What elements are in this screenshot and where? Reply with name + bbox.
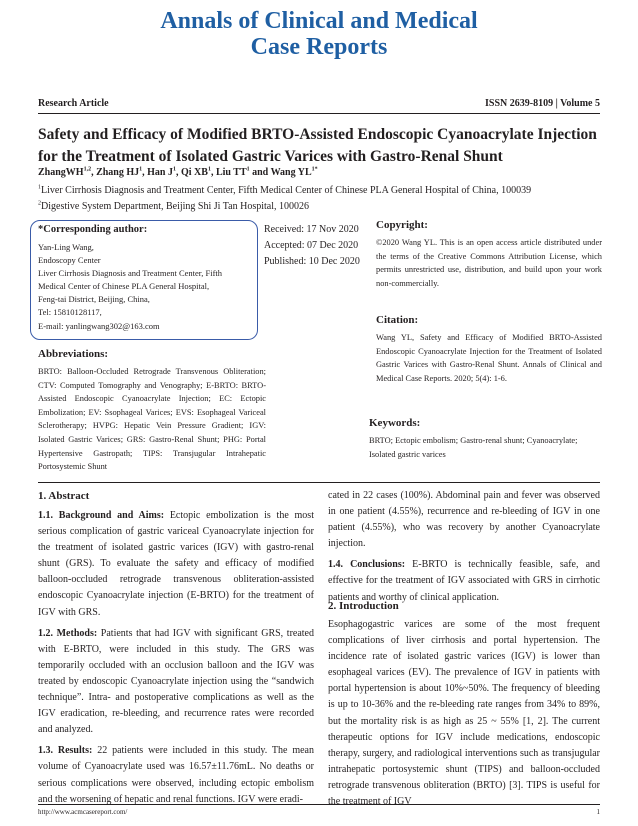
affiliation-1-marker: 1 [38, 184, 41, 191]
affiliation-2-text: Digestive System Department, Beijing Shi Ji Tan Hospital, 100026 [41, 201, 309, 212]
author-affiliation-marker: 1,2 [83, 166, 92, 173]
section-rule [38, 482, 600, 483]
background-text: Ectopic embolization is the most serious complication of gastric variceal Cyanoacrylate injection for the treatment of isolated gastric varices (IGV) with gastro-renal shunt (GRS). To evaluate the safety and efficacy of modified balloon-occluded retrograde transvenous obliteration-assisted endoscopic Cyanoacrylate injection (E-BRTO) for the treatment of IGV with GRS. [38, 510, 314, 618]
copyright-heading: Copyright: [376, 219, 428, 231]
affiliation-1 [38, 185, 531, 196]
page-number: 1 [596, 808, 600, 816]
date-published: Published: 10 Dec 2020 [264, 256, 360, 267]
article-type: Research Article [38, 98, 109, 109]
abstract-results [38, 743, 314, 807]
introduction-text: Esophagogastric varices are some of the most frequent complications of liver cirrhosis and portal hypertension. The incidence rate of isolated gastric varices (IGV) is lower than esophageal varices (EV). The prevalence of IGV in patients with portal hypertension is about 10%~50%. The frequency of bleeding is up to 10-36% and the re-bleeding rate ranges from 34% to 89%, but the mortality risk is as high as 25 ~ 55% [1, 2]. The current therapeutic options for IGV include medications, endoscopic therapy, surgery, and radiological interventions such as transjugular intrahepatic portosystemic shunt (TIPS) and balloon-occluded retrograde transvenous obliteration (BRTO) [3]. TIPS is useful for the treatment of IGV [328, 619, 600, 808]
affiliation-2 [38, 201, 309, 212]
corresponding-line: Yan-Ling Wang, [38, 242, 94, 252]
methods-label: 1.2. Methods: [38, 627, 98, 639]
corresponding-email[interactable]: E-mail: yanlingwang302@163.com [38, 321, 160, 331]
author-name: Liu TT [215, 167, 247, 178]
footer-url-link[interactable]: http://www.acmcasereport.com/ [38, 808, 128, 816]
citation-text: Wang YL, Safety and Efficacy of Modified BRTO-Assisted Endoscopic Cyanoacrylate Injection for the Treatment of Isolated Gastric Varices with Gastro-Renal Shunt. Annals of Clinical and Medical Case Reports. 2020; 5(4): 1-6. [376, 333, 602, 383]
author-name: Wang YL [270, 167, 312, 178]
article-title [38, 124, 603, 168]
abbreviations-text: BRTO: Balloon-Occluded Retrograde Transvenous Obliteration; CTV: Computed Tomography and Venography; E-BRTO: BRTO-Assisted Endoscopic Cyanoacrylate Injection; EC: Ectopic Embolization; EV: Ssophageal Varices; EVS: Esophageal Variceal Sclerotherapy; HVPG: Hepatic Vein Pressure Gradient; IGV: Isolated Gastric Varices; GRS: Gastro-Renal Shunt; PHG: Portal Hypertensive Gastropath; TIPS: Transjugular Intrahepatic Portosystemic Shunt [38, 367, 266, 472]
abstract-right-column [328, 488, 600, 606]
abstract-methods [38, 626, 314, 739]
corresponding-line: Medical Center of Chinese PLA General Hospital, [38, 281, 210, 291]
date-accepted: Accepted: 07 Dec 2020 [264, 240, 359, 251]
author-name: Zhang HJ [96, 167, 140, 178]
affiliation-2-marker: 2 [38, 200, 41, 207]
corresponding-line: Feng-tai District, Beijing, China, [38, 294, 150, 304]
abstract-left-column [38, 508, 314, 808]
introduction-heading: 2. Introduction [328, 600, 399, 612]
copyright-text: ©2020 Wang YL. This is an open access article distributed under the terms of the Creative Commons Attribution License, which permits unrestricted use, distribution, and build upon your work non-commercially. [376, 238, 602, 288]
journal-title-line2: Case Reports [250, 34, 388, 60]
corresponding-author-title: *Corresponding author: [38, 224, 148, 235]
date-received: Received: 17 Nov 2020 [264, 224, 359, 235]
article-title-line2: for the Treatment of Isolated Gastric Varices with Gastro-Renal Shunt [38, 148, 503, 165]
author-name: ZhangWH [38, 167, 84, 178]
methods-text: Patients that had IGV with significant GRS, treated with E-BRTO, were included in this study. The GRS was temporarily occluded with an occlusion balloon and the IGV was treated by endoscopic Cyanoacrylate injection using the “sandwich technique”. Intra- and postoperative complications as well as the IGV eradication, re-bleeding, and recurrence rates were recorded and analyzed. [38, 627, 314, 736]
author-affiliation-marker: 1 [207, 166, 211, 173]
abstract-background [38, 508, 314, 621]
abstract-conclusions [328, 557, 600, 605]
results-label: 1.3. Results: [38, 745, 93, 757]
corresponding-line: Liver Cirrhosis Diagnosis and Treatment Center, Fifth [38, 268, 223, 278]
conclusions-text: E-BRTO is technically feasible, safe, and effective for the treatment of IGV associated with GRS in cirrhotic patients and worthy of clinical application. [328, 559, 601, 603]
author-list: ZhangWH$^{1,2}$, Zhang $HJ^1$, Han $J^1$, Qi $XB^1$, Liu $TT^1$ and Wang $YL^{1*}$ [38, 166, 318, 178]
citation-heading: Citation: [376, 314, 419, 326]
article-title-line1: Safety and Efficacy of Modified BRTO-Assisted Endoscopic Cyanoacrylate Injection [38, 126, 597, 143]
author-name: Han J [147, 167, 173, 178]
abstract-heading: 1. Abstract [38, 490, 90, 502]
results-continued: cated in 22 cases (100%). Abdominal pain and fever was observed in one patient (4.55%), recurrence and re-bleeding of IGV in one patient (4.55%), who was recovery by another Cyanoacrylate injection. [328, 490, 600, 550]
author-name: Qi XB [181, 167, 208, 178]
author-affiliation-marker: 1 [173, 166, 176, 173]
journal-title-line1: Annals of Clinical and Medical [160, 8, 478, 34]
corresponding-line: Endoscopy Center [38, 255, 101, 265]
results-text: 22 patients were included in this study. The mean volume of Cyanoacrylate used was 16.57±11.76mL. No deaths or serious complications were observed, including ectopic embolism and the worsening of hepatic and renal functions. IGV were eradi- [38, 745, 314, 805]
affiliation-1-text: Liver Cirrhosis Diagnosis and Treatment Center, Fifth Medical Center of Chinese PLA General Hospital of China, 100039 [41, 185, 532, 196]
header-rule [38, 113, 600, 114]
abbreviations-heading: Abbreviations: [38, 348, 109, 360]
keywords-heading: Keywords: [369, 417, 421, 429]
journal-title [0, 8, 638, 60]
footer-rule [38, 804, 600, 805]
conclusions-label: 1.4. Conclusions: [328, 559, 406, 571]
keywords-text: BRTO; Ectopic embolism; Gastro-renal shunt; Cyanoacrylate; Isolated gastric varices [369, 436, 578, 459]
author-affiliation-marker: 1* [311, 166, 318, 173]
corresponding-line: Tel: 15810128117, [38, 307, 102, 317]
issn-volume: ISSN 2639-8109 | Volume 5 [485, 98, 600, 109]
background-label: 1.1. Background and Aims: [38, 510, 165, 521]
author-affiliation-marker: 1 [139, 166, 143, 173]
author-affiliation-marker: 1 [246, 166, 250, 173]
